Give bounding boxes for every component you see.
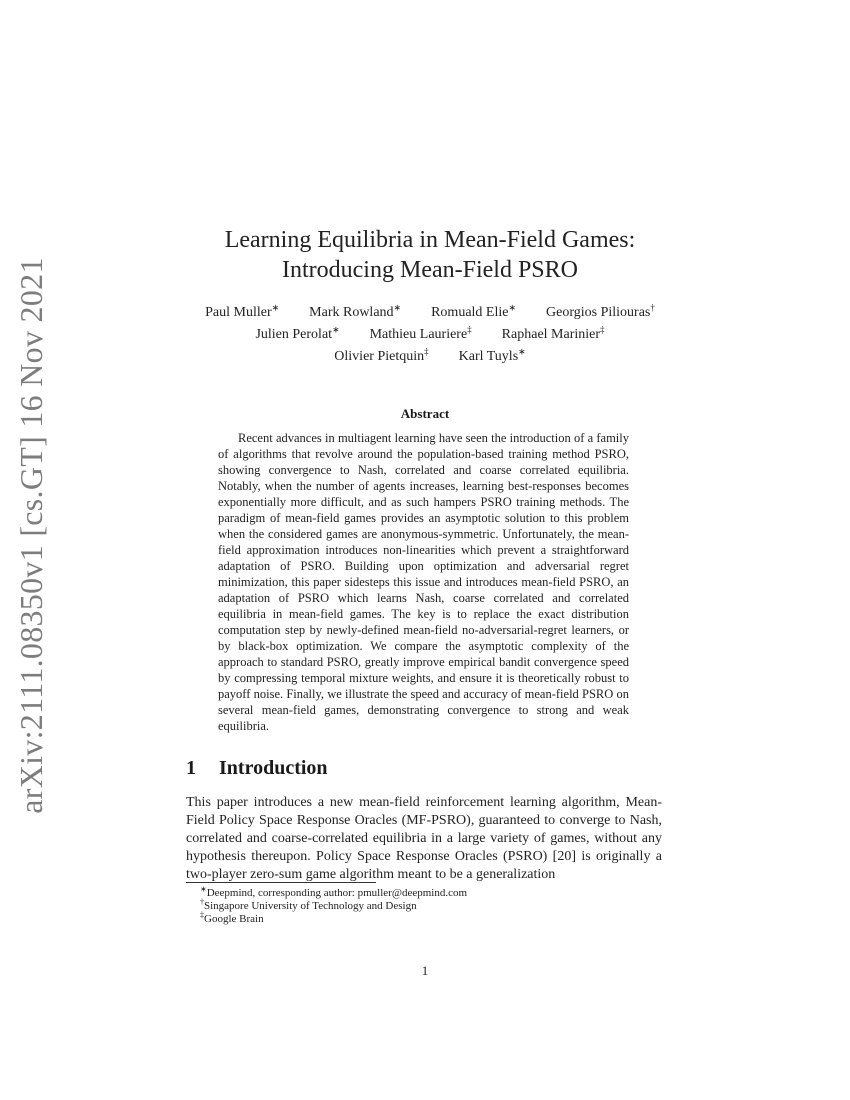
abstract-heading: Abstract — [400, 406, 450, 421]
paper-title — [150, 225, 710, 285]
affiliation-mark: † — [650, 302, 655, 313]
author-row-1 — [170, 302, 690, 324]
author-name: Mathieu Lauriere — [369, 327, 468, 342]
author-name: Olivier Pietquin — [334, 349, 425, 364]
author — [370, 324, 472, 346]
section-number: 1 — [186, 757, 196, 779]
affiliation-mark: ∗ — [271, 302, 280, 313]
author — [546, 302, 655, 324]
author — [309, 302, 401, 324]
affiliation-mark: ‡ — [467, 324, 472, 335]
section-heading-introduction — [186, 757, 666, 780]
arxiv-identifier-stamp — [6, 256, 56, 814]
author — [431, 302, 516, 324]
introduction-paragraph: This paper introduces a new mean-field reinforcement learning algorithm, Mean-Field Policy Space Response Oracles (MF-PSRO), guaranteed to converge to Nash, correlated and coarse-correlated equilibria in a large variety of games, without any hypothesis thereupon. Policy Space Response Oracles (PSRO) [20] is originally a two-player zero-sum game algorithm meant to be a generalization — [186, 795, 662, 882]
author-row-2 — [170, 324, 690, 346]
author — [502, 324, 605, 346]
affiliation-mark: ∗ — [518, 346, 526, 357]
abstract-body: Recent advances in multiagent learning have seen the introduction of a family of algorithms that revolve around the population-based training method PSRO, showing convergence to Nash, correlated and coarse correlated equilibria. Notably, when the number of agents increases, learning best-responses becomes exponentially more difficult, and as such hampers PSRO training methods. The paradigm of mean-field games provides an asymptotic solution to this problem when the considered games are anonymous-symmetric. Unfortunately, the mean-field approximation introduces non-linearities which prevent a straightforward adaptation of PSRO. Building upon optimization and adversarial regret minimization, this paper sidesteps this issue and introduces mean-field PSRO, an adaptation of PSRO which learns Nash, coarse correlated and correlated equilibria in mean-field games. The key is to replace the exact distribution computation step by newly-defined mean-field no-adversarial-regret learners, or by black-box optimization. We compare the asymptotic complexity of the approach to standard PSRO, greatly improve empirical bandit convergence speed by compressing temporal mixture weights, and ensure it is theoretically robust to payoff noise. Finally, we illustrate the speed and accuracy of mean-field PSRO on several mean-field games, demonstrating convergence to strong and weak equilibria. — [218, 431, 629, 733]
footnote-text: Google Brain — [204, 913, 264, 925]
author-row-3 — [170, 346, 690, 368]
affiliation-mark: ‡ — [424, 346, 429, 357]
author-list — [170, 302, 690, 368]
footnote-text: Singapore University of Technology and Design — [204, 900, 417, 912]
author — [459, 346, 526, 368]
footnote-text: Deepmind, corresponding author: pmuller@deepmind.com — [206, 887, 468, 899]
footnote-divider — [186, 882, 376, 883]
paper-title-line-2: Introducing Mean-Field PSRO — [282, 257, 578, 283]
affiliation-mark: ∗ — [508, 302, 517, 313]
section-title: Introduction — [219, 757, 328, 779]
affiliation-mark: ∗ — [332, 324, 340, 335]
affiliation-mark: ‡ — [600, 324, 605, 335]
author-name: Julien Perolat — [255, 327, 333, 342]
page-number: 1 — [421, 963, 429, 978]
footnote-mark: ‡ — [200, 910, 204, 920]
arxiv-identifier-text: arXiv:2111.08350v1 [cs.GT] 16 Nov 2021 — [12, 256, 49, 814]
author-name: Paul Muller — [205, 305, 272, 320]
paper-title-line-1: Learning Equilibria in Mean-Field Games: — [224, 227, 636, 253]
footnote-mark: † — [200, 897, 204, 907]
author-name: Georgios Piliouras — [546, 305, 651, 320]
author — [255, 324, 339, 346]
footnotes — [200, 884, 660, 926]
footnote — [200, 897, 660, 913]
author — [205, 302, 279, 324]
footnote — [200, 910, 660, 926]
affiliation-mark: ∗ — [393, 302, 402, 313]
author — [334, 346, 428, 368]
author-name: Raphael Marinier — [501, 327, 601, 342]
author-name: Romuald Elie — [431, 305, 509, 320]
footnote — [200, 884, 660, 900]
author-name: Karl Tuyls — [458, 349, 519, 364]
author-name: Mark Rowland — [309, 305, 394, 320]
footnote-mark: ∗ — [200, 884, 207, 894]
